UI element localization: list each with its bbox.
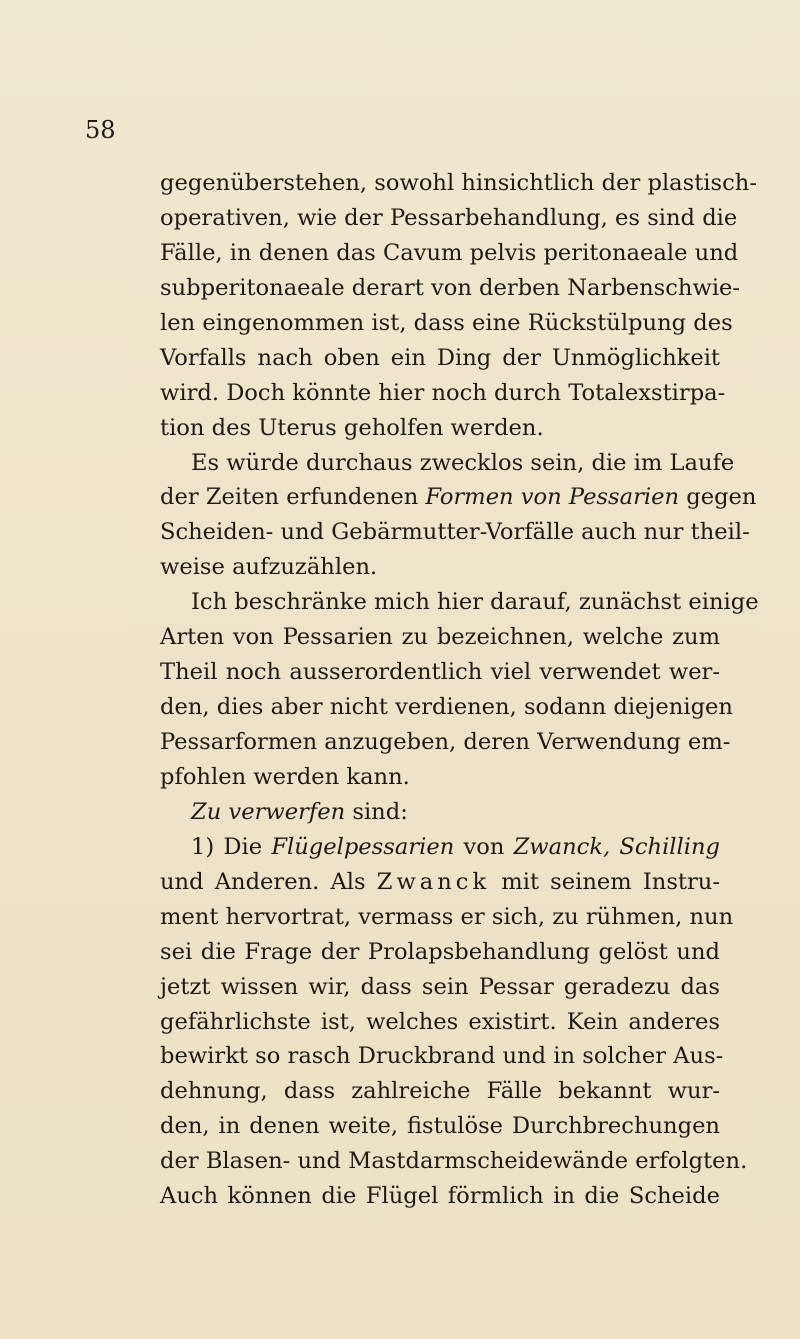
text-segment: Es würde durchaus zwecklos sein, die im Laufe bbox=[191, 449, 735, 476]
text-segment: operativen, wie der Pessarbehandlung, es sind die bbox=[160, 204, 738, 231]
text-line bbox=[160, 446, 735, 481]
text-line bbox=[160, 306, 733, 341]
text-line bbox=[160, 1179, 720, 1214]
text-line bbox=[160, 515, 750, 550]
text-segment: pfohlen werden kann. bbox=[160, 763, 410, 790]
text-segment: sei die Frage der Prolapsbehandlung gelöst und bbox=[160, 938, 720, 965]
text-segment: der Blasen- und Mastdarmscheidewände erfolgten. bbox=[160, 1148, 748, 1175]
text-segment: Theil noch ausserordentlich viel verwendet wer- bbox=[160, 659, 720, 686]
text-line bbox=[160, 760, 720, 795]
text-line bbox=[160, 480, 757, 515]
text-segment: dehnung, dass zahlreiche Fälle bekannt wur- bbox=[160, 1078, 720, 1105]
text-line bbox=[160, 411, 720, 446]
text-line bbox=[160, 550, 720, 585]
text-segment: gegen bbox=[679, 484, 757, 511]
body-text bbox=[160, 166, 759, 1214]
text-segment: Vorfalls nach oben ein Ding der Unmöglichkeit bbox=[160, 344, 720, 371]
text-line bbox=[160, 166, 757, 201]
text-line bbox=[160, 341, 720, 376]
italic-text: Zwanck, Schilling bbox=[513, 833, 720, 860]
text-segment: gegenüberstehen, sowohl hinsichtlich der plastisch- bbox=[160, 170, 757, 196]
text-line bbox=[160, 970, 720, 1005]
italic-text: Flügelpessarien bbox=[271, 833, 455, 860]
text-segment: wird. Doch könnte hier noch durch Totalexstirpa- bbox=[160, 379, 726, 406]
text-line bbox=[160, 865, 720, 900]
text-segment: sind: bbox=[345, 798, 408, 825]
text-line bbox=[160, 620, 720, 655]
page-number: 58 bbox=[85, 116, 116, 144]
text-segment: jetzt wissen wir, dass sein Pessar geradezu das bbox=[160, 973, 720, 1000]
text-segment: Arten von Pessarien zu bezeichnen, welche zum bbox=[160, 624, 720, 651]
text-line bbox=[160, 795, 720, 830]
text-segment: und Anderen. Als bbox=[160, 868, 377, 895]
text-line bbox=[160, 935, 720, 970]
text-line bbox=[160, 1039, 724, 1074]
text-segment: von bbox=[454, 833, 514, 860]
text-line bbox=[160, 1005, 720, 1040]
text-segment: subperitonaeale derart von derben Narbenschwie- bbox=[160, 274, 741, 301]
text-line bbox=[160, 585, 759, 620]
text-line bbox=[160, 236, 739, 271]
text-segment: ment hervortrat, vermass er sich, zu rühmen, nun bbox=[160, 903, 734, 930]
text-line bbox=[160, 1109, 720, 1144]
text-line bbox=[160, 1074, 720, 1109]
italic-text: Formen von Pessarien bbox=[425, 484, 680, 511]
text-line bbox=[160, 376, 726, 411]
text-segment: Pessarformen anzugeben, deren Verwendung em- bbox=[160, 729, 731, 755]
text-segment: der Zeiten erfundenen bbox=[160, 484, 426, 511]
text-line bbox=[160, 271, 741, 306]
text-line bbox=[160, 201, 738, 236]
text-segment: len eingenommen ist, dass eine Rückstülpung des bbox=[160, 309, 733, 336]
text-segment: 1) Die bbox=[191, 833, 272, 860]
text-segment: den, in denen weite, fistulöse Durchbrechungen bbox=[160, 1113, 720, 1140]
spaced-name: Zwanck bbox=[376, 868, 491, 895]
text-line bbox=[160, 1144, 748, 1179]
text-segment: Scheiden- und Gebärmutter-Vorfälle auch nur theil- bbox=[160, 519, 750, 546]
text-segment: mit seinem Instru- bbox=[490, 868, 720, 895]
text-line bbox=[160, 900, 734, 935]
italic-text: Zu verwerfen bbox=[191, 798, 346, 825]
text-line bbox=[160, 725, 731, 760]
text-segment: Fälle, in denen das Cavum pelvis peritonaeale und bbox=[160, 239, 739, 266]
text-segment: tion des Uterus geholfen werden. bbox=[160, 414, 544, 441]
text-segment: weise aufzuzählen. bbox=[160, 554, 378, 581]
text-segment: Ich beschränke mich hier darauf, zunächst einige bbox=[191, 589, 759, 616]
text-line bbox=[160, 655, 720, 690]
text-segment: den, dies aber nicht verdienen, sodann diejenigen bbox=[160, 694, 733, 721]
text-line bbox=[160, 690, 733, 725]
text-segment: Auch können die Flügel förmlich in die Scheide bbox=[160, 1183, 720, 1210]
text-line bbox=[160, 830, 720, 865]
text-segment: gefährlichste ist, welches existirt. Kein anderes bbox=[160, 1008, 720, 1035]
text-segment: bewirkt so rasch Druckbrand und in solcher Aus- bbox=[160, 1043, 724, 1070]
